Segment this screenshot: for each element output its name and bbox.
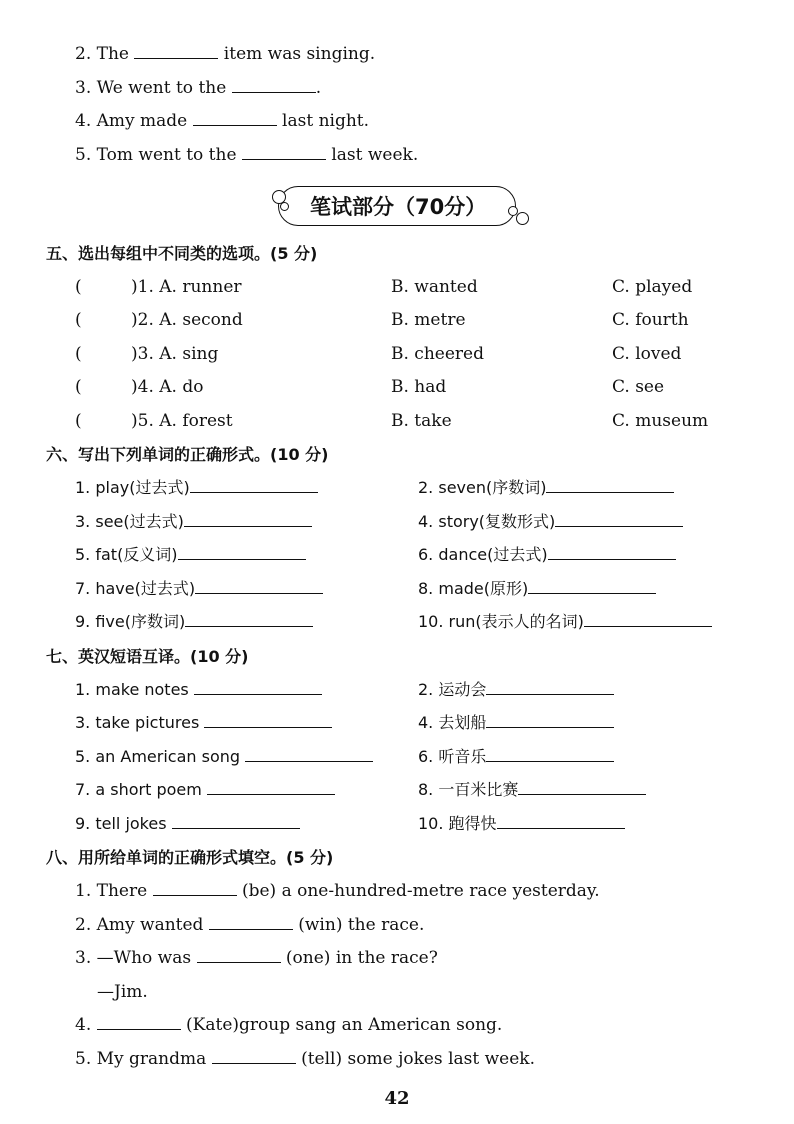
choice-a: )3. A. sing — [131, 344, 219, 364]
word-form-item — [75, 544, 306, 566]
translation-item — [75, 779, 335, 801]
choice-a: )1. A. runner — [131, 277, 242, 297]
item-prompt: 4. story(复数形式) — [418, 512, 556, 531]
item-prompt: 4. 去划船 — [418, 713, 487, 732]
item-prompt: 5. fat(反义词) — [75, 545, 178, 564]
answer-blank[interactable] — [195, 578, 323, 594]
answer-blank[interactable] — [184, 511, 312, 527]
translation-item — [418, 746, 614, 768]
answer-blank[interactable] — [548, 544, 676, 560]
item-text-post: item was singing. — [218, 44, 376, 64]
written-part-banner — [278, 186, 530, 226]
choice-a: )2. A. second — [131, 310, 243, 330]
answer-blank[interactable] — [232, 77, 316, 93]
answer-blank[interactable] — [207, 779, 335, 795]
item-prompt: 7. a short poem — [75, 780, 207, 799]
top-item-3 — [75, 77, 321, 99]
section-8-title: 八、用所给单词的正确形式填空。(5 分) — [46, 848, 334, 867]
fill-blank-item — [75, 914, 424, 936]
item-prompt: 1. make notes — [75, 680, 194, 699]
choice-a: )4. A. do — [131, 377, 204, 397]
answer-blank[interactable] — [197, 947, 281, 963]
section-7-title: 七、英汉短语互译。(10 分) — [46, 647, 249, 666]
item-prompt: 9. five(序数词) — [75, 612, 186, 631]
answer-blank[interactable] — [134, 43, 218, 59]
top-item-4 — [75, 110, 369, 132]
section-6-title: 六、写出下列单词的正确形式。(10 分) — [46, 445, 329, 464]
word-form-item — [418, 611, 712, 633]
answer-blank[interactable] — [486, 679, 614, 695]
item-prompt: 3. see(过去式) — [75, 512, 184, 531]
answer-blank[interactable] — [194, 679, 322, 695]
translation-item — [75, 679, 322, 701]
top-item-2 — [75, 43, 375, 65]
item-text-post: . — [315, 78, 322, 98]
answer-blank[interactable] — [178, 544, 306, 560]
item-text-pre: —Jim. — [97, 982, 148, 1002]
answer-blank[interactable] — [245, 746, 373, 762]
answer-blank[interactable] — [546, 477, 674, 493]
translation-item — [75, 746, 373, 768]
item-text-pre: 1. There — [75, 881, 153, 901]
section-5-title: 五、选出每组中不同类的选项。(5 分) — [46, 244, 318, 263]
translation-item — [75, 813, 300, 835]
answer-blank[interactable] — [190, 477, 318, 493]
item-prompt: 2. 运动会 — [418, 680, 487, 699]
fill-blank-item — [75, 947, 438, 969]
item-prompt: 10. run(表示人的名词) — [418, 612, 584, 631]
item-prompt: 1. play(过去式) — [75, 478, 190, 497]
word-form-item — [75, 477, 318, 499]
item-text-post: (one) in the race? — [280, 948, 438, 968]
choice-row — [75, 309, 243, 331]
answer-blank[interactable] — [172, 813, 300, 829]
choice-row — [75, 343, 218, 365]
translation-item — [418, 779, 646, 801]
word-form-item — [418, 511, 683, 533]
item-prompt: 3. take pictures — [75, 713, 205, 732]
choice-b: B. cheered — [391, 344, 484, 364]
dialogue-answer — [97, 981, 148, 1003]
item-text-pre: 3. We went to the — [75, 78, 232, 98]
item-text-pre: 5. My grandma — [75, 1049, 212, 1069]
choice-b: B. metre — [391, 310, 466, 330]
item-prompt: 8. made(原形) — [418, 579, 529, 598]
answer-paren-open[interactable]: ( — [75, 310, 82, 330]
banner-circle-decoration — [516, 212, 529, 225]
page-number: 42 — [384, 1088, 410, 1109]
translation-item — [418, 679, 614, 701]
fill-blank-item — [75, 880, 600, 902]
fill-blank-item — [75, 1014, 502, 1036]
item-text-post: (be) a one-hundred-metre race yesterday. — [236, 881, 600, 901]
choice-c: C. loved — [612, 344, 682, 364]
item-text-pre: 2. The — [75, 44, 135, 64]
word-form-item — [418, 578, 656, 600]
answer-paren-open[interactable]: ( — [75, 411, 82, 431]
choice-b: B. take — [391, 411, 452, 431]
item-prompt: 6. 听音乐 — [418, 747, 487, 766]
choice-c: C. fourth — [612, 310, 689, 330]
item-text-pre: 2. Amy wanted — [75, 915, 209, 935]
item-text-pre: 4. Amy made — [75, 111, 193, 131]
answer-blank[interactable] — [212, 1048, 296, 1064]
item-text-pre: 5. Tom went to the — [75, 145, 242, 165]
answer-blank[interactable] — [153, 880, 237, 896]
choice-row — [75, 410, 233, 432]
choice-row — [75, 376, 203, 398]
item-text-post: (win) the race. — [292, 915, 425, 935]
fill-blank-item — [75, 1048, 535, 1070]
answer-blank[interactable] — [242, 144, 326, 160]
item-prompt: 9. tell jokes — [75, 814, 172, 833]
choice-b: B. wanted — [391, 277, 478, 297]
choice-c: C. played — [612, 277, 693, 297]
item-prompt: 8. 一百米比赛 — [418, 780, 519, 799]
item-prompt: 7. have(过去式) — [75, 579, 196, 598]
answer-paren-open[interactable]: ( — [75, 344, 82, 364]
answer-blank[interactable] — [486, 746, 614, 762]
word-form-item — [418, 544, 676, 566]
translation-item — [418, 712, 614, 734]
item-text-pre: 3. —Who was — [75, 948, 197, 968]
item-prompt: 6. dance(过去式) — [418, 545, 548, 564]
answer-blank[interactable] — [185, 611, 313, 627]
choice-row — [75, 276, 242, 298]
item-prompt: 5. an American song — [75, 747, 246, 766]
choice-c: C. museum — [612, 411, 709, 431]
top-item-5 — [75, 144, 418, 166]
item-text-post: last week. — [325, 145, 419, 165]
answer-blank[interactable] — [204, 712, 332, 728]
word-form-item — [75, 511, 312, 533]
choice-b: B. had — [391, 377, 447, 397]
answer-blank[interactable] — [555, 511, 683, 527]
answer-blank[interactable] — [486, 712, 614, 728]
item-prompt: 10. 跑得快 — [418, 814, 497, 833]
item-text-pre: 4. — [75, 1015, 97, 1035]
answer-blank[interactable] — [97, 1014, 181, 1030]
item-text-post: (tell) some jokes last week. — [295, 1049, 535, 1069]
item-text-post: last night. — [276, 111, 370, 131]
answer-blank[interactable] — [497, 813, 625, 829]
choice-a: )5. A. forest — [131, 411, 233, 431]
word-form-item — [75, 578, 323, 600]
translation-item — [75, 712, 332, 734]
word-form-item — [75, 611, 313, 633]
item-text-post: (Kate)group sang an American song. — [180, 1015, 503, 1035]
item-prompt: 2. seven(序数词) — [418, 478, 547, 497]
answer-blank[interactable] — [193, 110, 277, 126]
answer-blank[interactable] — [584, 611, 712, 627]
answer-blank[interactable] — [528, 578, 656, 594]
translation-item — [418, 813, 625, 835]
answer-blank[interactable] — [518, 779, 646, 795]
banner-circle-decoration — [280, 202, 289, 211]
answer-paren-open[interactable]: ( — [75, 377, 82, 397]
banner-title: 笔试部分（70分） — [310, 195, 487, 219]
answer-blank[interactable] — [209, 914, 293, 930]
choice-c: C. see — [612, 377, 665, 397]
answer-paren-open[interactable]: ( — [75, 277, 82, 297]
word-form-item — [418, 477, 674, 499]
